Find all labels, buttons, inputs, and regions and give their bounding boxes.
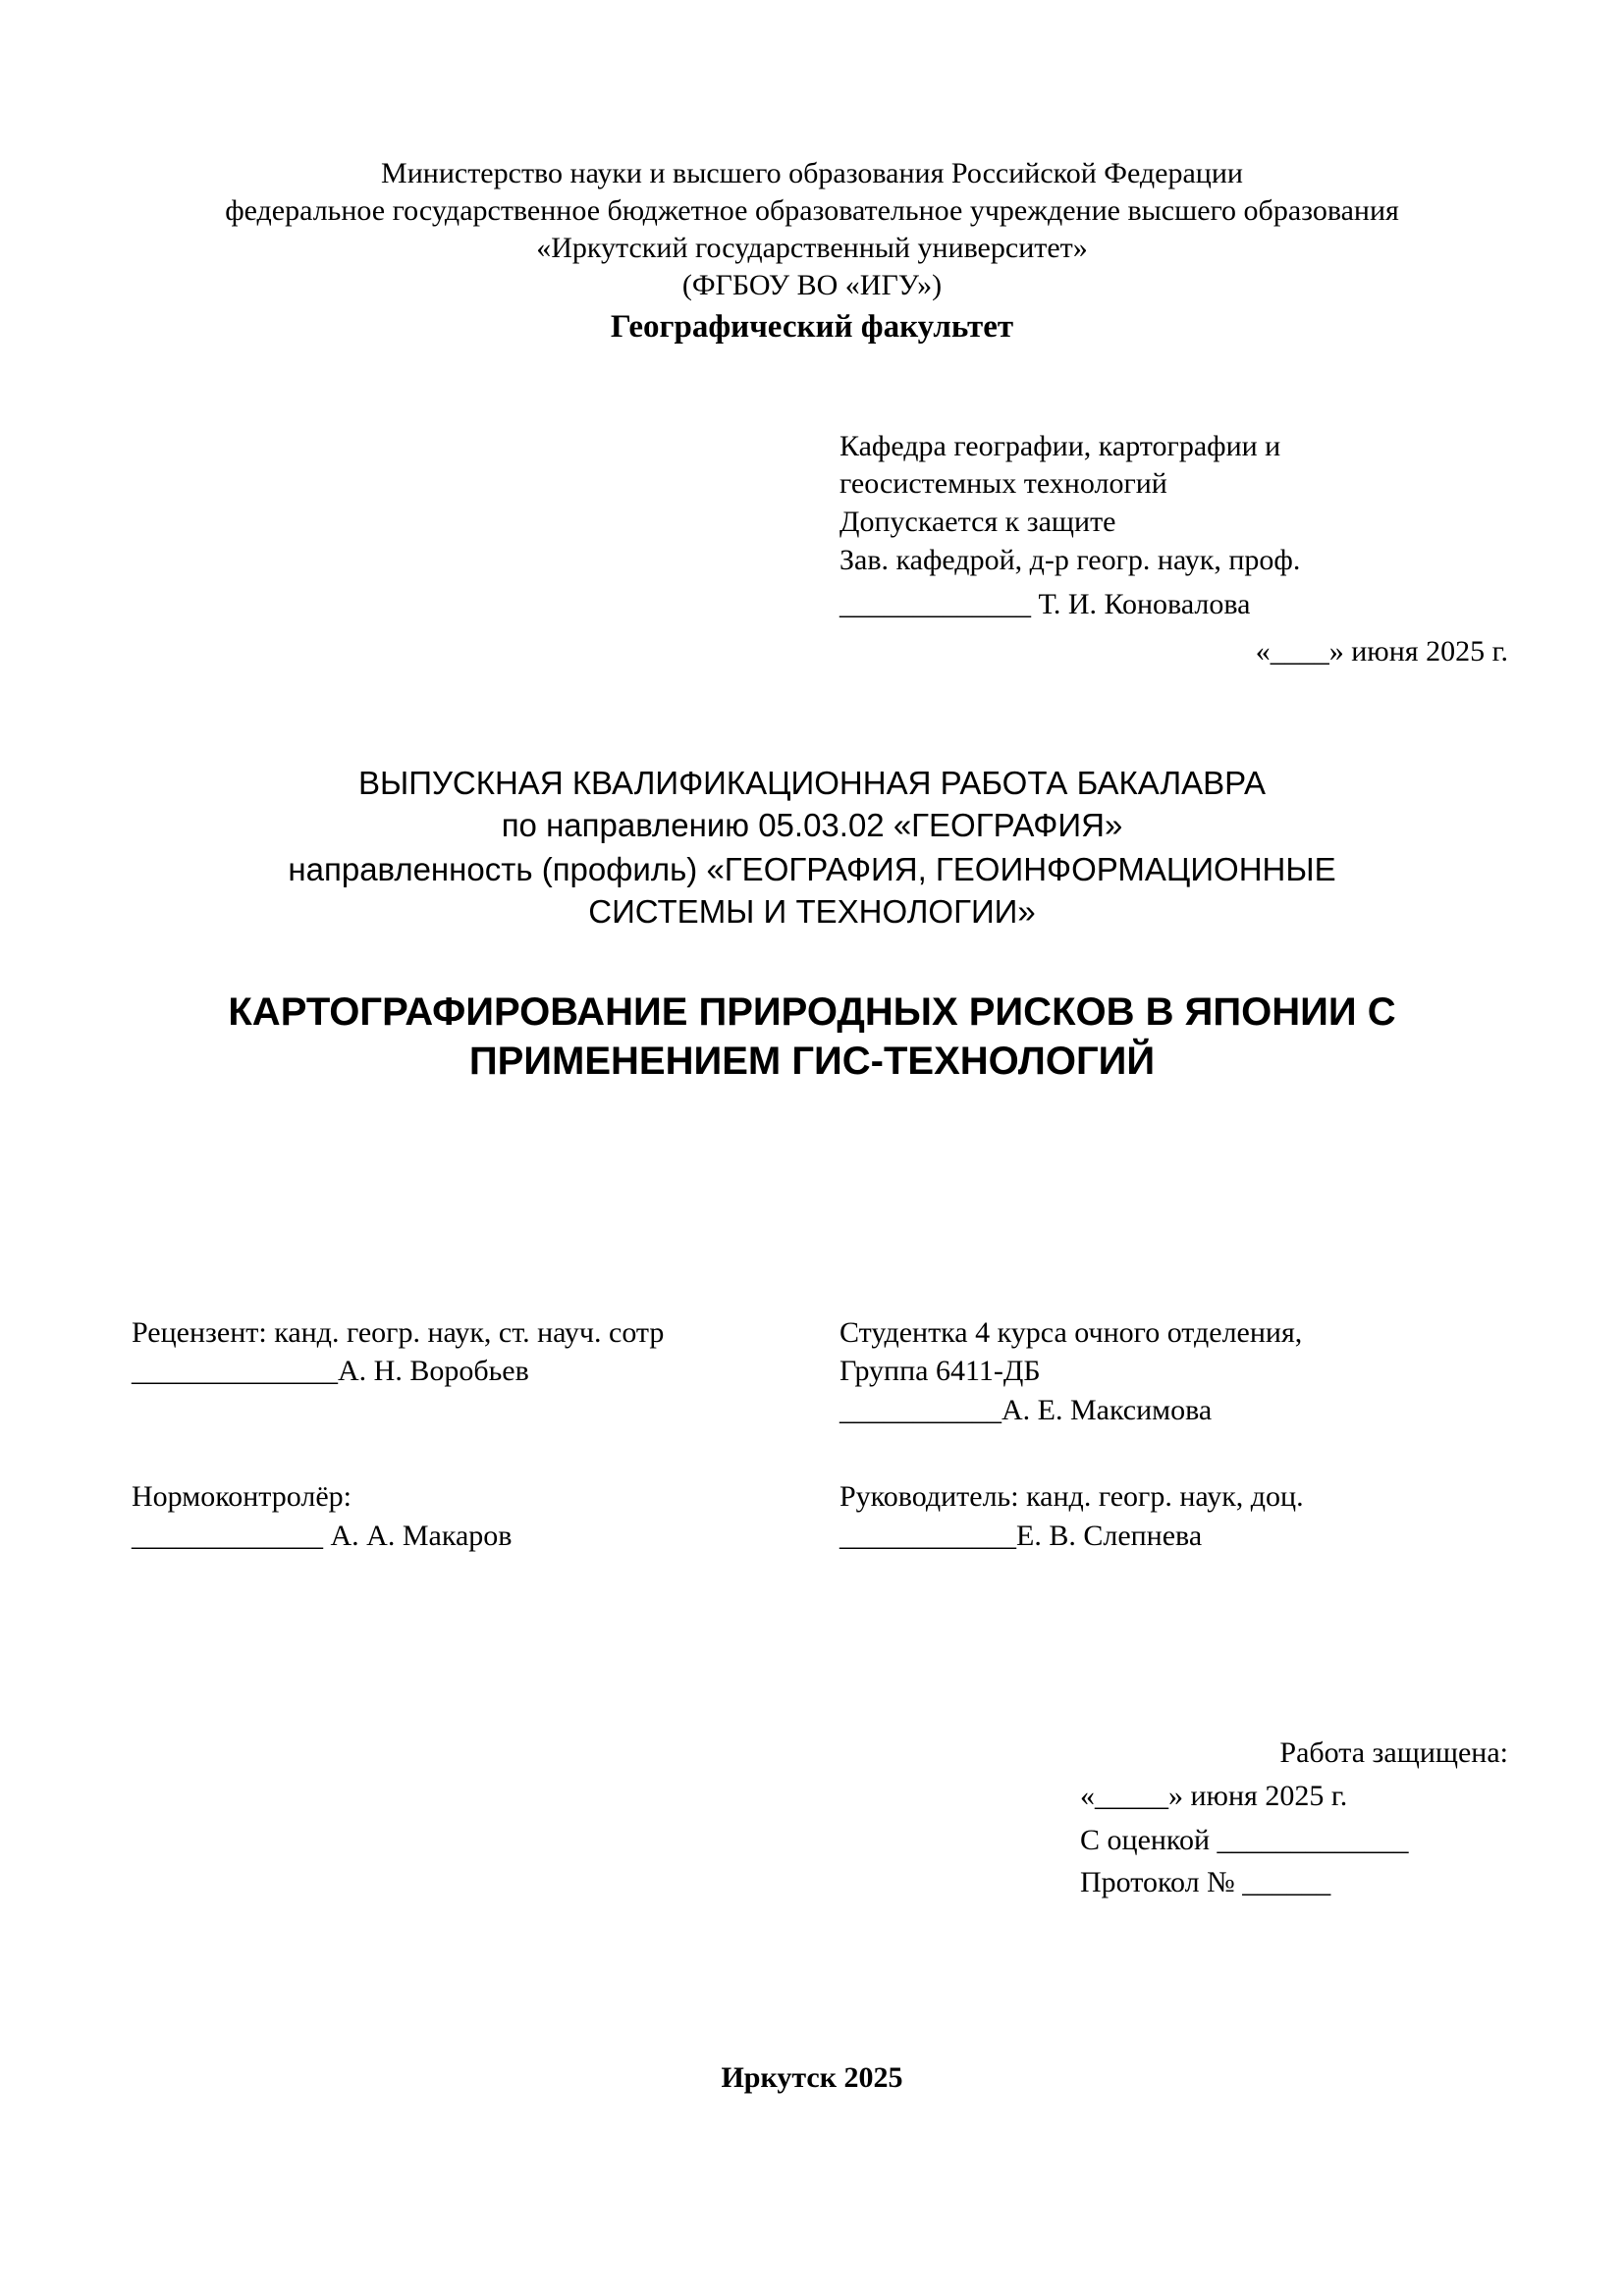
reviewer-role: Рецензент: канд. геогр. наук, ст. науч. сотр [132, 1316, 665, 1349]
defense-protocol: Протокол № ______ [1080, 1866, 1331, 1898]
reviewer-signature: ______________А. Н. Воробьев [132, 1355, 529, 1387]
work-direction: по направлению 05.03.02 «ГЕОГРАФИЯ» [501, 807, 1123, 843]
defense-status: Работа защищена: [1279, 1736, 1508, 1769]
student-group: Группа 6411-ДБ [839, 1355, 1041, 1387]
city-year: Иркутск 2025 [721, 2061, 903, 2094]
student-signature: ___________А. Е. Максимова [839, 1394, 1213, 1426]
approval-date: «____» июня 2025 г. [1255, 635, 1508, 667]
ministry-line: Министерство науки и высшего образования Российской Федерации [381, 157, 1243, 189]
abbreviation-line: (ФГБОУ ВО «ИГУ») [681, 269, 943, 301]
normcontrol-signature: _____________ А. А. Макаров [132, 1520, 513, 1552]
work-profile-line-2: СИСТЕМЫ И ТЕХНОЛОГИИ» [588, 893, 1036, 930]
normcontrol-role: Нормоконтролёр: [132, 1480, 352, 1513]
supervisor-role: Руководитель: канд. геогр. наук, доц. [839, 1480, 1304, 1513]
work-profile-line-1: направленность (профиль) «ГЕОГРАФИЯ, ГЕОИНФОРМАЦИОННЫЕ [288, 851, 1336, 887]
department-line-1: Кафедра географии, картографии и [839, 430, 1281, 462]
institution-type-line: федеральное государственное бюджетное образовательное учреждение высшего образования [225, 194, 1399, 227]
head-signature: _____________ Т. И. Коновалова [839, 588, 1251, 620]
work-title-line-1: КАРТОГРАФИРОВАНИЕ ПРИРОДНЫХ РИСКОВ В ЯПОНИИ С [228, 990, 1396, 1034]
supervisor-signature: ____________Е. В. Слепнева [839, 1520, 1203, 1552]
university-line: «Иркутский государственный университет» [536, 232, 1088, 264]
defense-grade: С оценкой _____________ [1080, 1824, 1409, 1856]
student-role: Студентка 4 курса очного отделения, [839, 1316, 1303, 1349]
defense-date: «_____» июня 2025 г. [1080, 1780, 1348, 1812]
department-line-2: геосистемных технологий [839, 467, 1167, 500]
faculty-line: Географический факультет [610, 309, 1014, 345]
work-title-line-2: ПРИМЕНЕНИЕМ ГИС-ТЕХНОЛОГИЙ [468, 1040, 1156, 1083]
head-of-department: Зав. кафедрой, д-р геогр. наук, проф. [839, 544, 1301, 576]
admitted-line: Допускается к защите [839, 506, 1116, 538]
work-type: ВЫПУСКНАЯ КВАЛИФИКАЦИОННАЯ РАБОТА БАКАЛАВРА [358, 765, 1266, 801]
